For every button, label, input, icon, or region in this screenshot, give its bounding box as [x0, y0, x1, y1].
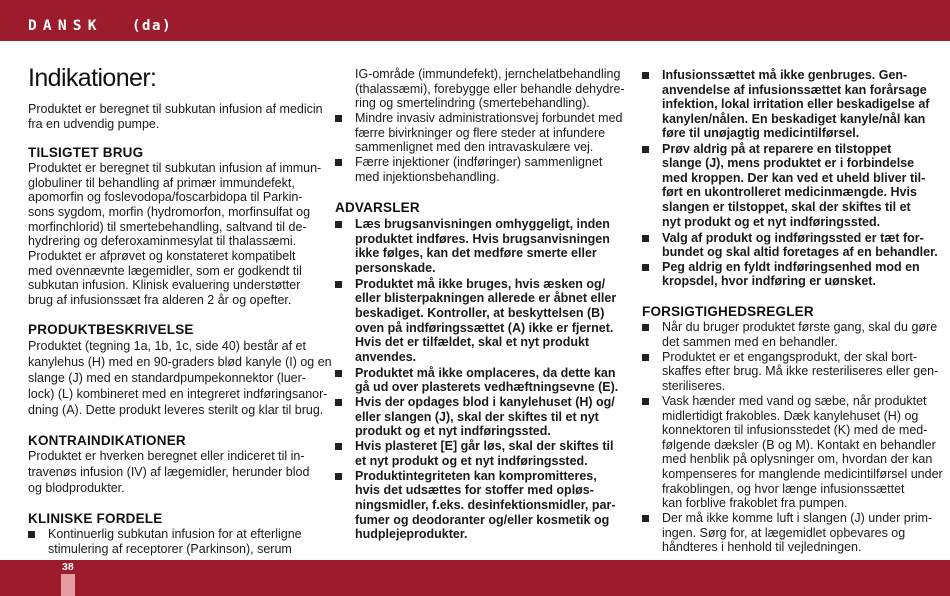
- bullet-line: kanylen/nålen. En beskadiget kanyle/nål kan: [662, 112, 926, 126]
- bullet-line: Produktet er et engangsprodukt, der skal bort-: [662, 350, 918, 364]
- bullet-line: Hvis plasteret [E] går løs, skal der skiftes til: [355, 439, 614, 453]
- section-heading-advarsler: ADVARSLER: [335, 200, 420, 215]
- bullet-marker: [335, 115, 342, 122]
- intro-line: Produktet er beregnet til subkutan infusion af medicin: [28, 102, 323, 116]
- bullet-line: ikke følges, kan det medføre smerte eller: [355, 246, 597, 260]
- paragraph-line: morfinchlorid) til smertebehandling, saltvand til de-: [28, 220, 307, 234]
- bullet-line: Når du bruger produktet første gang, skal du gøre: [662, 320, 938, 334]
- bullet-line: infektion, lokal irritation eller beskadigelse af: [662, 97, 930, 111]
- paragraph-line: subkutan infusion. Klinisk evaluering understøtter: [28, 278, 301, 292]
- page-number: 38: [62, 561, 74, 573]
- bullet-line: produktet indføres. Hvis brugsanvisningen: [355, 232, 610, 246]
- bullet-marker: [335, 399, 342, 406]
- paragraph-line: apomorfin og foslevodopa/foscarbidopa til Parkin-: [28, 190, 303, 204]
- paragraph-line: lock) (L) kombineret med en integreret indføringsanor-: [28, 387, 328, 401]
- bullet-line: Kontinuerlig subkutan infusion for at efterligne: [48, 527, 302, 541]
- bullet-line: midlertidigt frakobles. Dæk kanylehuset (H) og: [662, 409, 919, 423]
- section-heading-tilsigtet-brug: TILSIGTET BRUG: [28, 145, 144, 160]
- bullet-line: produkt og et nyt indføringssted.: [355, 424, 551, 438]
- paragraph-line: brug af infusionssæt fra alderen 2 år og opefter.: [28, 293, 292, 307]
- bullet-line: nyt produkt og et nyt indføringssted.: [662, 215, 881, 229]
- bullet-line: beskadiget. Kontroller, at beskyttelsen (B): [355, 306, 605, 320]
- bullet-marker: [28, 531, 35, 538]
- bullet-line: eller blisterpakningen allerede er åbnet eller: [355, 291, 617, 305]
- bullet-line: slange (J), mens produktet er i forbindelse: [662, 156, 915, 170]
- bullet-line: skaffes efter brug. Må ikke resteriliseres eller gen-: [662, 364, 939, 378]
- paragraph-line: slange (J) med en standardpumpekonnektor (luer-: [28, 371, 306, 385]
- bullet-marker: [642, 324, 649, 331]
- bullet-line: ningsmidler, f.eks. desinfektionsmidler, par-: [355, 498, 616, 512]
- paragraph-line: Produktet er hverken beregnet eller indiceret til in-: [28, 449, 305, 463]
- bullet-line: hudplejeprodukter.: [355, 527, 468, 541]
- bullet-line: ført en ukontrolleret medicinmængde. Hvis: [662, 185, 917, 199]
- bullet-line: det sammen med en behandler.: [662, 335, 838, 349]
- bullet-line: følgende dæksler (B og M). Kontakt en behandler: [662, 438, 936, 452]
- bullet-marker: [335, 443, 342, 450]
- page-tab-marker: [61, 574, 75, 596]
- bullet-line: Peg aldrig en fyldt indføringsenhed mod en: [662, 260, 920, 274]
- bullet-marker: [335, 221, 342, 228]
- bullet-line: stimulering af receptorer (Parkinson), serum: [48, 542, 292, 556]
- bullet-line: kropsdel, hvor indføring er uønsket.: [662, 274, 876, 288]
- bullet-line: færre bivirkninger og flere steder at infundere: [355, 126, 606, 140]
- bullet-line: et nyt produkt og et nyt indføringssted.: [355, 454, 588, 468]
- paragraph-line: hydrering og deferoxaminmesylat til thalassæmi.: [28, 234, 297, 248]
- bullet-line: steriliseres.: [662, 379, 726, 393]
- bullet-line: ingen. Sørg for, at lægemidlet opbevares og: [662, 526, 906, 540]
- bullet-line: Valg af produkt og indføringssted er tæt for-: [662, 231, 924, 245]
- bullet-line: IG-område (immundefekt), jernchelatbehandling: [355, 67, 621, 81]
- section-heading-produktbeskrivelse: PRODUKTBESKRIVELSE: [28, 322, 194, 337]
- bullet-marker: [642, 72, 649, 79]
- bullet-line: sammenlignet med den intravaskulære vej.: [355, 140, 594, 154]
- bullet-marker: [335, 281, 342, 288]
- bullet-line: Der må ikke komme luft i slangen (J) under prim-: [662, 511, 933, 525]
- bullet-line: personskade.: [355, 261, 436, 275]
- paragraph-line: dning (A). Dette produkt leveres sterilt og klar til brug.: [28, 403, 324, 417]
- bullet-line: med injektionsbehandling.: [355, 170, 500, 184]
- section-heading-kliniske-fordele: KLINISKE FORDELE: [28, 511, 163, 526]
- bullet-marker: [642, 235, 649, 242]
- bullet-line: Vask hænder med vand og sæbe, når produktet: [662, 394, 927, 408]
- bullet-line: Læs brugsanvisningen omhyggeligt, inden: [355, 217, 610, 231]
- section-heading-kontraindikationer: KONTRAINDIKATIONER: [28, 433, 186, 448]
- bullet-marker: [642, 264, 649, 271]
- paragraph-line: sons sygdom, morfin (hydromorfon, morfinsulfat og: [28, 205, 311, 219]
- bullet-line: med henblik på oplysninger om, hvordan der kan: [662, 452, 933, 466]
- bullet-line: kan forblive frakoblet fra pumpen.: [662, 496, 848, 510]
- paragraph-line: globuliner til behandling af primær immundefekt,: [28, 176, 295, 190]
- bullet-line: Færre injektioner (indføringer) sammenlignet: [355, 155, 603, 169]
- paragraph-line: Produktet er afprøvet og konstateret kompatibelt: [28, 249, 296, 263]
- bullet-line: fumer og deodoranter og/eller kosmetik og: [355, 513, 610, 527]
- bullet-line: konnektoren til infusionsstedet (K) med de med-: [662, 423, 928, 437]
- bullet-line: håndteres i henhold til vejledningen.: [662, 540, 862, 554]
- paragraph-line: kanylehus (H) med en 90-graders blød kanyle (I) og en: [28, 355, 332, 369]
- bullet-line: Produktintegriteten kan kompromitteres,: [355, 469, 597, 483]
- language-label: DANSK: [28, 18, 103, 34]
- paragraph-line: Produktet (tegning 1a, 1b, 1c, side 40) består af et: [28, 339, 306, 353]
- paragraph-line: og blodprodukter.: [28, 481, 125, 495]
- bullet-marker: [335, 473, 342, 480]
- bullet-line: Produktet må ikke omplaceres, da dette kan: [355, 366, 616, 380]
- bullet-marker: [335, 370, 342, 377]
- paragraph-line: travenøs infusion (IV) af lægemidler, herunder blod: [28, 465, 310, 479]
- bullet-line: (thalassæmi), forebygge eller behandle dehydre-: [355, 82, 625, 96]
- section-heading-forsigtighedsregler: FORSIGTIGHEDSREGLER: [642, 304, 814, 319]
- bullet-line: anvendes.: [355, 350, 417, 364]
- page-title: Indikationer:: [28, 64, 157, 92]
- bullet-line: eller slangen (J), skal der skiftes til et nyt: [355, 410, 599, 424]
- bullet-marker: [642, 515, 649, 522]
- bullet-marker: [335, 159, 342, 166]
- bullet-marker: [642, 354, 649, 361]
- bullet-line: frakoblingen, og hvor længe infusionssættet: [662, 482, 905, 496]
- bullet-line: kompenseres for manglende medicintilførsel under: [662, 467, 943, 481]
- bullet-line: Infusionssættet må ikke genbruges. Gen-: [662, 68, 908, 82]
- bullet-line: med kroppen. Der kan ved et uheld bliver til-: [662, 171, 926, 185]
- paragraph-line: med ovennævnte lægemidler, som er godkendt til: [28, 264, 302, 278]
- footer-bar: [0, 560, 950, 596]
- bullet-line: Prøv aldrig på at reparere en tilstoppet: [662, 142, 892, 156]
- bullet-line: Mindre invasiv administrationsvej forbundet med: [355, 111, 623, 125]
- bullet-line: Hvis det er tilfældet, skal et nyt produkt: [355, 335, 590, 349]
- bullet-line: anvendelse af infusionssættet kan forårsage: [662, 83, 927, 97]
- bullet-line: Hvis der opdages blod i kanylehuset (H) og/: [355, 395, 615, 409]
- intro-line: fra en udvendig pumpe.: [28, 117, 160, 131]
- bullet-marker: [642, 146, 649, 153]
- bullet-line: gå ud over plasterets vedhæftningsevne (E).: [355, 380, 619, 394]
- paragraph-line: Produktet er beregnet til subkutan infusion af immun-: [28, 161, 322, 175]
- bullet-line: slangen er tilstoppet, skal der skiftes til et: [662, 200, 911, 214]
- bullet-line: ring og smertelindring (smertebehandling).: [355, 96, 590, 110]
- bullet-marker: [642, 398, 649, 405]
- language-code: (da): [132, 18, 173, 34]
- bullet-line: føre til unøjagtig medicintilførsel.: [662, 126, 860, 140]
- bullet-line: hvis det udsættes for stoffer med opløs-: [355, 483, 594, 497]
- bullet-line: oven på indføringssættet (A) ikke er fjernet.: [355, 321, 614, 335]
- bullet-line: bundet og skal altid foretages af en behandler.: [662, 245, 938, 259]
- bullet-line: Produktet må ikke bruges, hvis æsken og/: [355, 277, 606, 291]
